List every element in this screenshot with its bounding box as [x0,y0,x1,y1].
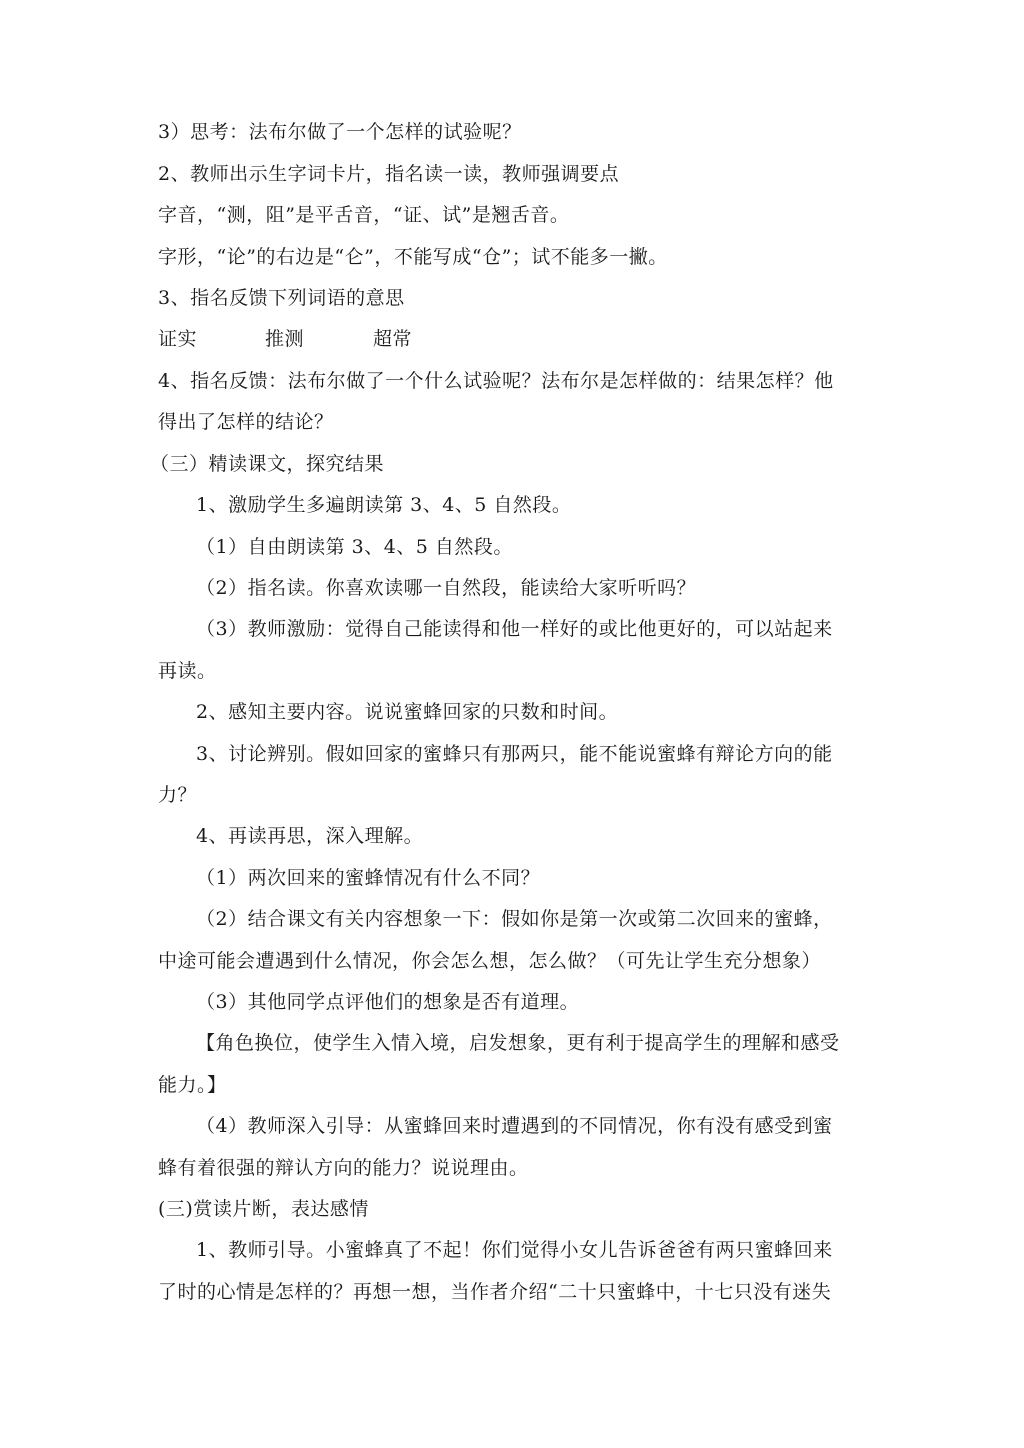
text-line: 能力。】 [158,1074,227,1096]
text-line: 中途可能会遭遇到什么情况，你会怎么想，怎么做？（可先让学生充分想象） [158,950,822,972]
text-line: 3、讨论辨别。假如回家的蜜蜂只有那两只，能不能说蜜蜂有辩论方向的能 [196,743,833,765]
text-line: 字形，“论”的右边是“仑”，不能写成“仓”；试不能多一撇。 [158,246,668,268]
text-line: 字音，“测，阻”是平舌音，“证、试”是翘舌音。 [158,204,570,226]
text-line: （1）两次回来的蜜蜂情况有什么不同？ [196,867,541,889]
text-line: （1）自由朗读第 3、4、5 自然段。 [196,536,513,558]
vocab-word: 超常 [373,328,413,350]
text-line: （2）结合课文有关内容想象一下：假如你是第一次或第二次回来的蜜蜂， [196,908,833,930]
text-line: 4、再读再思，深入理解。 [196,825,424,847]
section-heading: (三)赏读片断，表达感情 [158,1198,369,1220]
text-line: 力？ [158,784,198,806]
vocab-word: 证实 [158,328,198,350]
vocab-word: 推测 [265,328,305,350]
vocabulary-list [158,327,412,351]
text-line: 2、教师出示生字词卡片，指名读一读，教师强调要点 [158,163,620,185]
text-line: （4）教师深入引导：从蜜蜂回来时遭遇到的不同情况，你有没有感受到蜜 [196,1115,833,1137]
text-line: 再读。 [158,660,217,682]
text-line: （3）其他同学点评他们的想象是否有道理。 [196,991,580,1013]
text-line: （2）指名读。你喜欢读哪一自然段，能读给大家听听吗？ [196,577,697,599]
text-line: 3）思考：法布尔做了一个怎样的试验呢？ [158,121,522,143]
text-line: 4、指名反馈：法布尔做了一个什么试验呢？法布尔是怎样做的：结果怎样？他 [158,370,834,392]
text-line: 3、指名反馈下列词语的意思 [158,287,405,309]
text-line: 蜂有着很强的辩认方向的能力？说说理由。 [158,1157,529,1179]
text-line: 【角色换位，使学生入情入境，启发想象，更有利于提高学生的理解和感受 [196,1032,840,1054]
text-line: 1、教师引导。小蜜蜂真了不起！你们觉得小女儿告诉爸爸有两只蜜蜂回来 [196,1239,833,1261]
text-line: 得出了怎样的结论？ [158,411,334,433]
text-line: 1、激励学生多遍朗读第 3、4、5 自然段。 [196,494,572,516]
text-line: 了时的心情是怎样的？再想一想，当作者介绍“二十只蜜蜂中，十七只没有迷失 [158,1281,832,1303]
section-heading: （三）精读课文，探究结果 [150,453,385,475]
text-line: （3）教师激励：觉得自己能读得和他一样好的或比他更好的，可以站起来 [196,618,833,640]
text-line: 2、感知主要内容。说说蜜蜂回家的只数和时间。 [196,701,619,723]
